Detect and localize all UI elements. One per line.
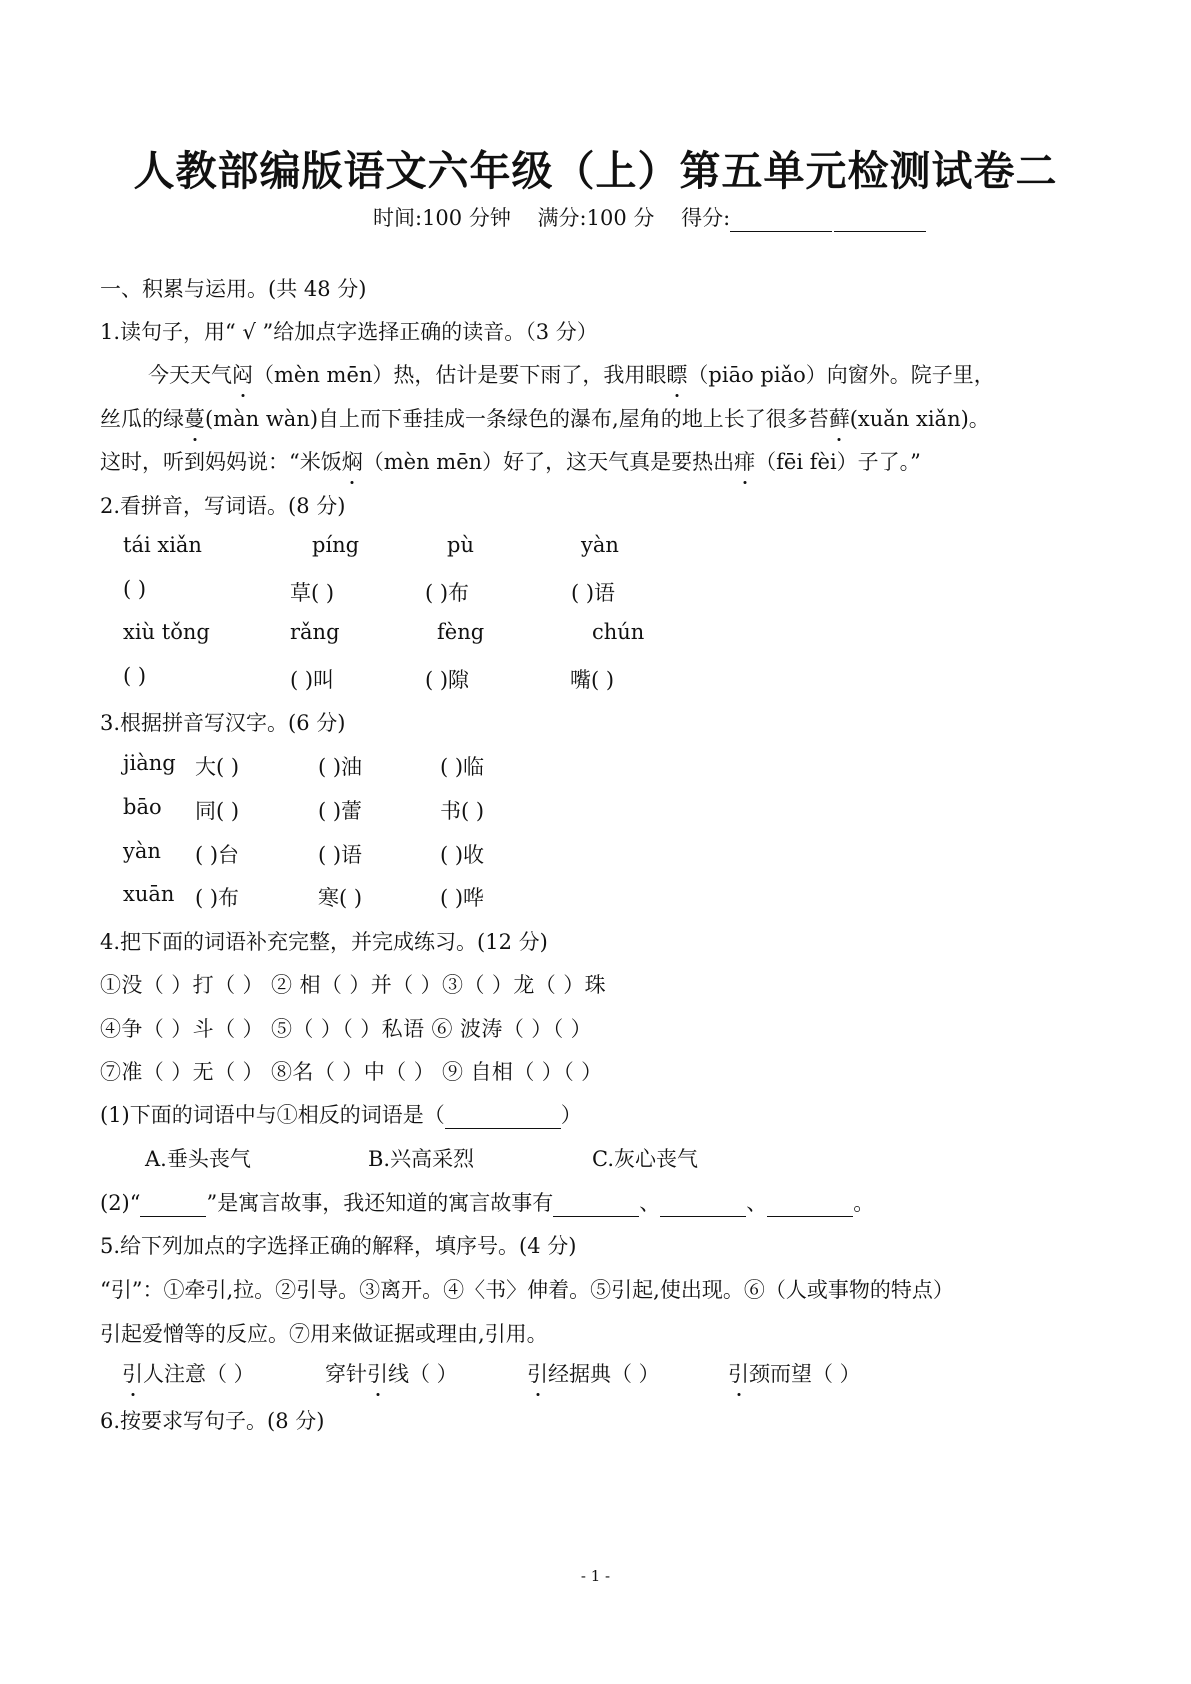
page-title: 人教部编版语文六年级（上）第五单元检测试卷二	[133, 147, 1058, 195]
idiom-row[interactable]: ⑦准（ ）无（ ） ⑧名（ ）中（ ） ⑨ 自相（ ）（ ）	[100, 1060, 603, 1084]
dotted-char: 引	[367, 1358, 388, 1388]
pinyin: yàn	[123, 839, 161, 863]
exam-info	[373, 202, 926, 232]
pinyin: xiù tǒng	[123, 620, 210, 644]
time-label: 时间:100 分钟	[373, 206, 511, 230]
answer-blank[interactable]: ( )	[123, 664, 147, 688]
answer-blank[interactable]	[660, 1196, 746, 1217]
dotted-char: 焖	[342, 446, 363, 476]
score-blank[interactable]	[730, 211, 832, 232]
page-number: - 1 -	[580, 1567, 611, 1585]
option-b: B.兴高采烈	[368, 1147, 475, 1171]
answer-blank[interactable]: 同( )	[195, 799, 240, 823]
idiom-row[interactable]: ④争（ ）斗（ ） ⑤（ ）（ ）私语 ⑥ 波涛（ ）（ ）	[100, 1017, 593, 1041]
answer-blank[interactable]: ( )蕾	[318, 799, 363, 823]
answer-blank[interactable]: 书( )	[440, 799, 485, 823]
answer-blank[interactable]	[140, 1196, 206, 1217]
word-item[interactable]: 引颈而望（ ）	[728, 1358, 861, 1388]
option-a: A.垂头丧气	[145, 1147, 251, 1171]
answer-blank[interactable]: 寒( )	[318, 886, 363, 910]
answer-blank[interactable]: ( )布	[425, 581, 470, 605]
pinyin: yàn	[581, 533, 619, 557]
word-item[interactable]: 引经据典（ ）	[527, 1358, 660, 1388]
answer-blank[interactable]: ( )台	[195, 843, 240, 867]
answer-blank[interactable]	[553, 1196, 639, 1217]
dotted-char: 引	[728, 1358, 749, 1388]
word-item[interactable]: 穿针引线（ ）	[325, 1358, 458, 1388]
answer-blank[interactable]: ( )叫	[290, 668, 335, 692]
score-blank-2[interactable]	[834, 211, 926, 232]
q2-prompt: 2.看拼音，写词语。(8 分)	[100, 494, 346, 518]
q1-line3: 这时，听到妈妈说：“米饭焖（mèn mēn）好了，这天气真是要热出痱（fēi fèi）子了。”	[100, 446, 921, 476]
pinyin: tái xiǎn	[123, 533, 202, 557]
word-item[interactable]: 引人注意（ ）	[122, 1358, 255, 1388]
q1-line2: 丝瓜的绿蔓(màn wàn)自上而下垂挂成一条绿色的瀑布,屋角的地上长了很多苔藓(xuǎn xiǎn)。	[100, 403, 990, 433]
answer-blank[interactable]: ( )	[123, 577, 147, 601]
answer-blank[interactable]: ( )临	[440, 755, 485, 779]
q5-prompt: 5.给下列加点的字选择正确的解释，填序号。(4 分)	[100, 1234, 577, 1258]
definition-line: 引起爱憎等的反应。⑦用来做证据或理由,引用。	[100, 1322, 548, 1346]
dotted-char: 闷	[232, 359, 253, 389]
q1-prompt: 1.读句子，用“ √ ”给加点字选择正确的读音。（3 分）	[100, 320, 598, 344]
definition-line: “引”：①牵引,拉。②引导。③离开。④〈书〉伸着。⑤引起,使出现。⑥（人或事物的特点）	[100, 1278, 954, 1302]
answer-blank[interactable]	[445, 1108, 561, 1129]
q4-sub2: (2)“ ”是寓言故事，我还知道的寓言故事有 、 、 。	[100, 1191, 875, 1215]
pinyin: jiàng	[123, 751, 176, 775]
answer-blank[interactable]: 嘴( )	[570, 668, 615, 692]
q4-prompt: 4.把下面的词语补充完整，并完成练习。(12 分)	[100, 930, 548, 954]
pinyin: pù	[447, 533, 474, 557]
answer-blank[interactable]: 草( )	[290, 581, 335, 605]
pinyin: xuān	[123, 882, 175, 906]
answer-blank[interactable]: ( )隙	[425, 668, 470, 692]
q3-prompt: 3.根据拼音写汉字。(6 分)	[100, 711, 346, 735]
q1-line1: 今天天气闷（mèn mēn）热，估计是要下雨了，我用眼瞟（piāo piǎo）向窗外。院子里，	[148, 359, 995, 389]
answer-blank[interactable]	[767, 1196, 853, 1217]
answer-blank[interactable]: ( )语	[571, 581, 616, 605]
score-label: 得分:	[681, 206, 731, 230]
q6-prompt: 6.按要求写句子。(8 分)	[100, 1409, 325, 1433]
answer-blank[interactable]: 大( )	[195, 755, 240, 779]
answer-blank[interactable]: ( )语	[318, 843, 363, 867]
dotted-char: 引	[122, 1358, 143, 1388]
dotted-char: 痱	[734, 446, 755, 476]
dotted-char: 藓	[829, 403, 850, 433]
pinyin: bāo	[123, 795, 162, 819]
pinyin: píng	[312, 533, 360, 557]
answer-blank[interactable]: ( )收	[440, 843, 485, 867]
idiom-row[interactable]: ①没（ ）打（ ） ② 相（ ）并（ ）③（ ）龙（ ）珠	[100, 973, 607, 997]
pinyin: fèng	[437, 620, 485, 644]
dotted-char: 引	[527, 1358, 548, 1388]
option-c: C.灰心丧气	[592, 1147, 698, 1171]
dotted-char: 蔓	[184, 403, 205, 433]
section-heading: 一、积累与运用。(共 48 分)	[100, 277, 367, 301]
pinyin: chún	[592, 620, 645, 644]
answer-blank[interactable]: ( )哗	[440, 886, 485, 910]
pinyin: rǎng	[290, 620, 340, 644]
answer-blank[interactable]: ( )油	[318, 755, 363, 779]
q4-sub1: (1)下面的词语中与①相反的词语是（ ）	[100, 1103, 582, 1127]
full-score-label: 满分:100 分	[537, 206, 655, 230]
answer-blank[interactable]: ( )布	[195, 886, 240, 910]
dotted-char: 瞟	[666, 359, 687, 389]
